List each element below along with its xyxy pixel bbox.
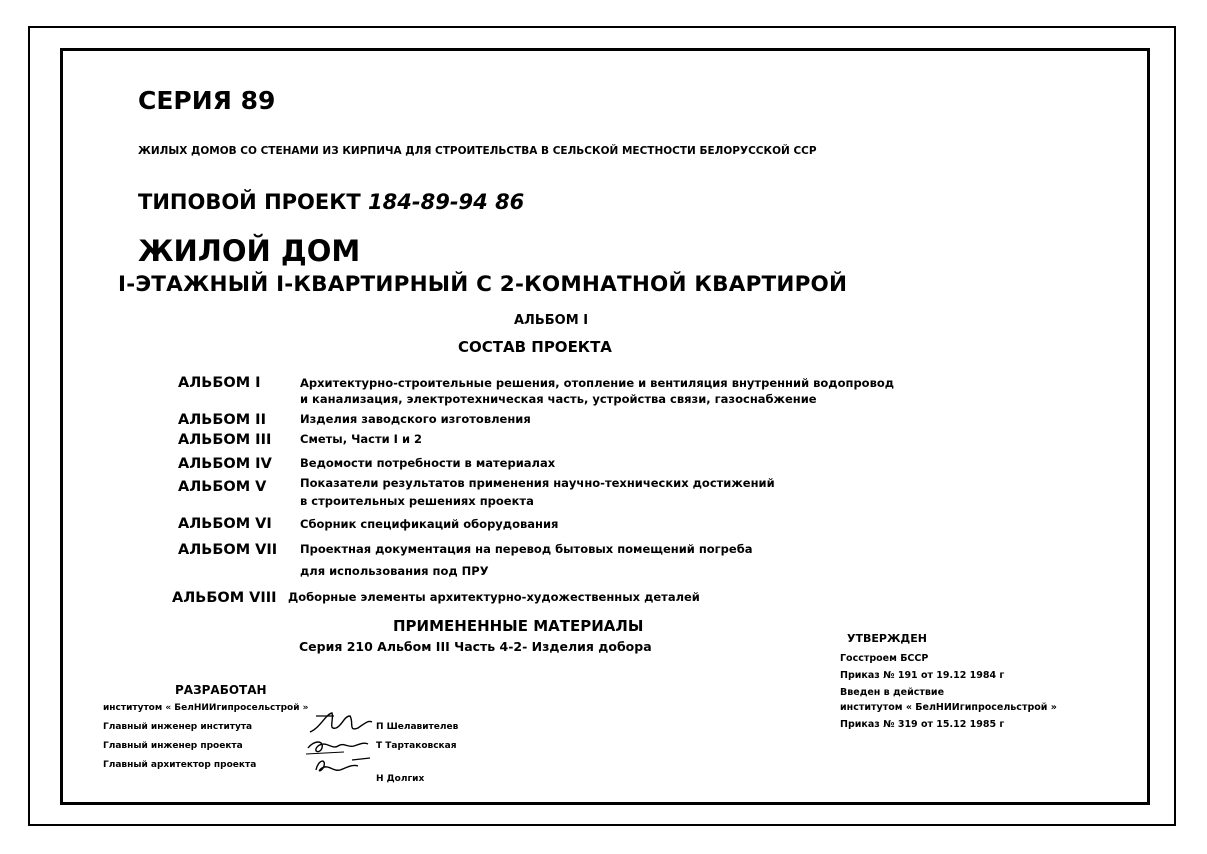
- staff-name: П Шелавителев: [376, 722, 459, 732]
- album-name: АЛЬБОМ II: [178, 412, 266, 428]
- approved-institute: институтом « БелНИИгипросельстрой »: [840, 702, 1057, 713]
- album-desc: Показатели результатов применения научно-технических достижений: [300, 476, 775, 490]
- approved-title: УТВЕРЖДЕН: [847, 632, 927, 645]
- album-desc: Ведомости потребности в материалах: [300, 456, 556, 470]
- album-name: АЛЬБОМ V: [178, 479, 267, 495]
- album-desc: Изделия заводского изготовления: [300, 412, 531, 426]
- house-description: I-ЭТАЖНЫЙ I-КВАРТИРНЫЙ С 2-КОМНАТНОЙ КВАРТИРОЙ: [118, 272, 848, 297]
- album-label: АЛЬБОМ I: [514, 313, 589, 328]
- album-name: АЛЬБОМ VI: [178, 516, 272, 532]
- staff-role: Главный архитектор проекта: [103, 760, 257, 770]
- album-name: АЛЬБОМ VIII: [172, 590, 277, 606]
- house-title: ЖИЛОЙ ДОМ: [138, 234, 361, 268]
- album-desc-2: и канализация, электротехническая часть, устройства связи, газоснабжение: [300, 392, 817, 406]
- series-title: СЕРИЯ 89: [138, 86, 276, 115]
- approved-enacted: Введен в действие: [840, 687, 945, 698]
- staff-role: Главный инженер института: [103, 722, 253, 732]
- project-title: [138, 190, 524, 214]
- album-name: АЛЬБОМ III: [178, 432, 272, 448]
- contents-title: СОСТАВ ПРОЕКТА: [458, 338, 612, 356]
- project-number: 184-89-94 86: [368, 190, 525, 214]
- album-desc: Сборник спецификаций оборудования: [300, 517, 559, 531]
- materials-title: ПРИМЕНЕННЫЕ МАТЕРИАЛЫ: [393, 617, 644, 635]
- signature-architect: [312, 754, 374, 778]
- staff-role: Главный инженер проекта: [103, 741, 243, 751]
- album-desc: Архитектурно-строительные решения, отопление и вентиляция внутренний водопровод: [300, 376, 895, 390]
- album-desc: Сметы, Части I и 2: [300, 432, 423, 446]
- album-desc-2: в строительных решениях проекта: [300, 494, 534, 508]
- album-name: АЛЬБОМ IV: [178, 456, 272, 472]
- staff-name: Н Долгих: [376, 774, 425, 784]
- album-name: АЛЬБОМ VII: [178, 542, 278, 558]
- materials-text: Серия 210 Альбом III Часть 4-2- Изделия добора: [299, 639, 652, 654]
- approved-order: Приказ № 191 от 19.12 1984 г: [840, 670, 1005, 681]
- album-desc: Доборные элементы архитектурно-художественных деталей: [288, 590, 700, 604]
- album-desc: Проектная документация на перевод бытовых помещений погреба: [300, 542, 753, 556]
- approved-order-2: Приказ № 319 от 15.12 1985 г: [840, 719, 1005, 730]
- album-desc-2: для использования под ПРУ: [300, 564, 489, 578]
- project-label: ТИПОВОЙ ПРОЕКТ: [138, 190, 361, 214]
- series-subtitle: ЖИЛЫХ ДОМОВ СО СТЕНАМИ ИЗ КИРПИЧА ДЛЯ СТРОИТЕЛЬСТВА В СЕЛЬСКОЙ МЕСТНОСТИ БЕЛОРУССКОЙ ССР: [138, 145, 817, 157]
- approved-authority: Госстроем БССР: [840, 653, 929, 664]
- developed-institute: институтом « БелНИИгипросельстрой »: [103, 703, 309, 713]
- album-name: АЛЬБОМ I: [178, 375, 261, 391]
- developed-title: РАЗРАБОТАН: [175, 683, 267, 697]
- staff-name: Т Тартаковская: [376, 741, 457, 751]
